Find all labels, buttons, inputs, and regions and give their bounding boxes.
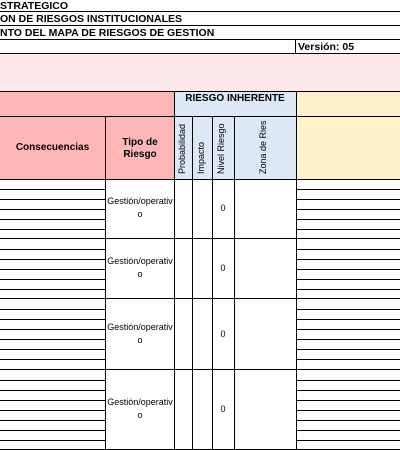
grid-line bbox=[296, 92, 297, 450]
version-divider bbox=[295, 39, 296, 53]
row-divider bbox=[0, 298, 400, 299]
consecuencias-line bbox=[0, 249, 105, 250]
consecuencias-header-block bbox=[0, 92, 174, 179]
consecuencias-line bbox=[0, 199, 105, 200]
row-divider bbox=[0, 238, 400, 239]
right-column-line bbox=[296, 390, 400, 391]
consecuencias-line bbox=[0, 289, 105, 290]
consecuencias-header: Consecuencias bbox=[15, 142, 90, 153]
tipo-riesgo-cell: Gestión/operativo bbox=[107, 397, 173, 420]
right-column-line bbox=[296, 249, 400, 250]
consecuencias-line bbox=[0, 329, 105, 330]
impacto-header: Impacto bbox=[196, 141, 206, 174]
right-column-line bbox=[296, 380, 400, 381]
grid-line bbox=[174, 92, 175, 450]
probabilidad-header: Probabilidad bbox=[177, 123, 187, 174]
zona-riesgo-header: Zona de Ries bbox=[258, 120, 268, 174]
consecuencias-line bbox=[0, 390, 105, 391]
grid-line bbox=[192, 116, 193, 450]
row-divider bbox=[0, 369, 400, 370]
consecuencias-line bbox=[0, 189, 105, 190]
right-column-line bbox=[296, 420, 400, 421]
right-column-line bbox=[296, 349, 400, 350]
consecuencias-line bbox=[0, 430, 105, 431]
title-divider bbox=[0, 11, 400, 12]
nivel-riesgo-cell: 0 bbox=[220, 263, 226, 273]
right-column-line bbox=[296, 219, 400, 220]
tipo-riesgo-cell: Gestión/operativo bbox=[107, 196, 173, 219]
right-column-line bbox=[296, 229, 400, 230]
title-divider bbox=[0, 39, 400, 40]
title-line-3: NTO DEL MAPA DE RIESGOS DE GESTION bbox=[0, 27, 215, 39]
consecuencias-line bbox=[0, 259, 105, 260]
tipo-riesgo-cell: Gestión/operativo bbox=[107, 256, 173, 279]
tipo-riesgo-cell: Gestión/operativo bbox=[107, 321, 173, 345]
right-column-line bbox=[296, 359, 400, 360]
consecuencias-line bbox=[0, 279, 105, 280]
consecuencias-line bbox=[0, 319, 105, 320]
riesgo-inherente-title: RIESGO INHERENTE bbox=[185, 93, 285, 104]
consecuencias-line bbox=[0, 229, 105, 230]
consecuencias-line bbox=[0, 339, 105, 340]
right-column-line bbox=[296, 279, 400, 280]
tipo-riesgo-header: Tipo de Riesgo bbox=[122, 137, 158, 160]
right-column-line bbox=[296, 430, 400, 431]
right-column-line bbox=[296, 400, 400, 401]
right-column-line bbox=[296, 259, 400, 260]
right-column-line bbox=[296, 289, 400, 290]
grid-line bbox=[0, 179, 400, 180]
nivel-riesgo-cell: 0 bbox=[220, 404, 226, 414]
right-column-line bbox=[296, 339, 400, 340]
title-line-1: STRATEGICO bbox=[0, 0, 69, 12]
grid-line bbox=[234, 116, 235, 450]
consecuencias-line bbox=[0, 440, 105, 441]
consecuencias-line bbox=[0, 269, 105, 270]
consecuencias-line bbox=[0, 359, 105, 360]
right-column-line bbox=[296, 440, 400, 441]
consecuencias-line bbox=[0, 380, 105, 381]
grid-line bbox=[0, 116, 400, 117]
consecuencias-line bbox=[0, 410, 105, 411]
consecuencias-line bbox=[0, 400, 105, 401]
right-column-line bbox=[296, 319, 400, 320]
consecuencias-line bbox=[0, 209, 105, 210]
right-column-line bbox=[296, 209, 400, 210]
version-label: Versión: 05 bbox=[298, 41, 355, 53]
right-column-line bbox=[296, 189, 400, 190]
right-column-line bbox=[296, 309, 400, 310]
right-column-line bbox=[296, 199, 400, 200]
nivel-riesgo-header: Nivel Riesgo bbox=[216, 123, 226, 174]
nivel-riesgo-cell: 0 bbox=[220, 203, 226, 213]
title-line-2: ON DE RIESGOS INSTITUCIONALES bbox=[0, 13, 183, 25]
header-band bbox=[0, 54, 400, 91]
right-column-line bbox=[296, 269, 400, 270]
right-column-line bbox=[296, 410, 400, 411]
right-header-block bbox=[296, 92, 400, 179]
right-column-line bbox=[296, 329, 400, 330]
consecuencias-line bbox=[0, 349, 105, 350]
nivel-riesgo-cell: 0 bbox=[220, 328, 226, 339]
consecuencias-line bbox=[0, 420, 105, 421]
title-divider bbox=[0, 25, 400, 26]
grid-line bbox=[212, 116, 213, 450]
consecuencias-line bbox=[0, 309, 105, 310]
consecuencias-line bbox=[0, 219, 105, 220]
